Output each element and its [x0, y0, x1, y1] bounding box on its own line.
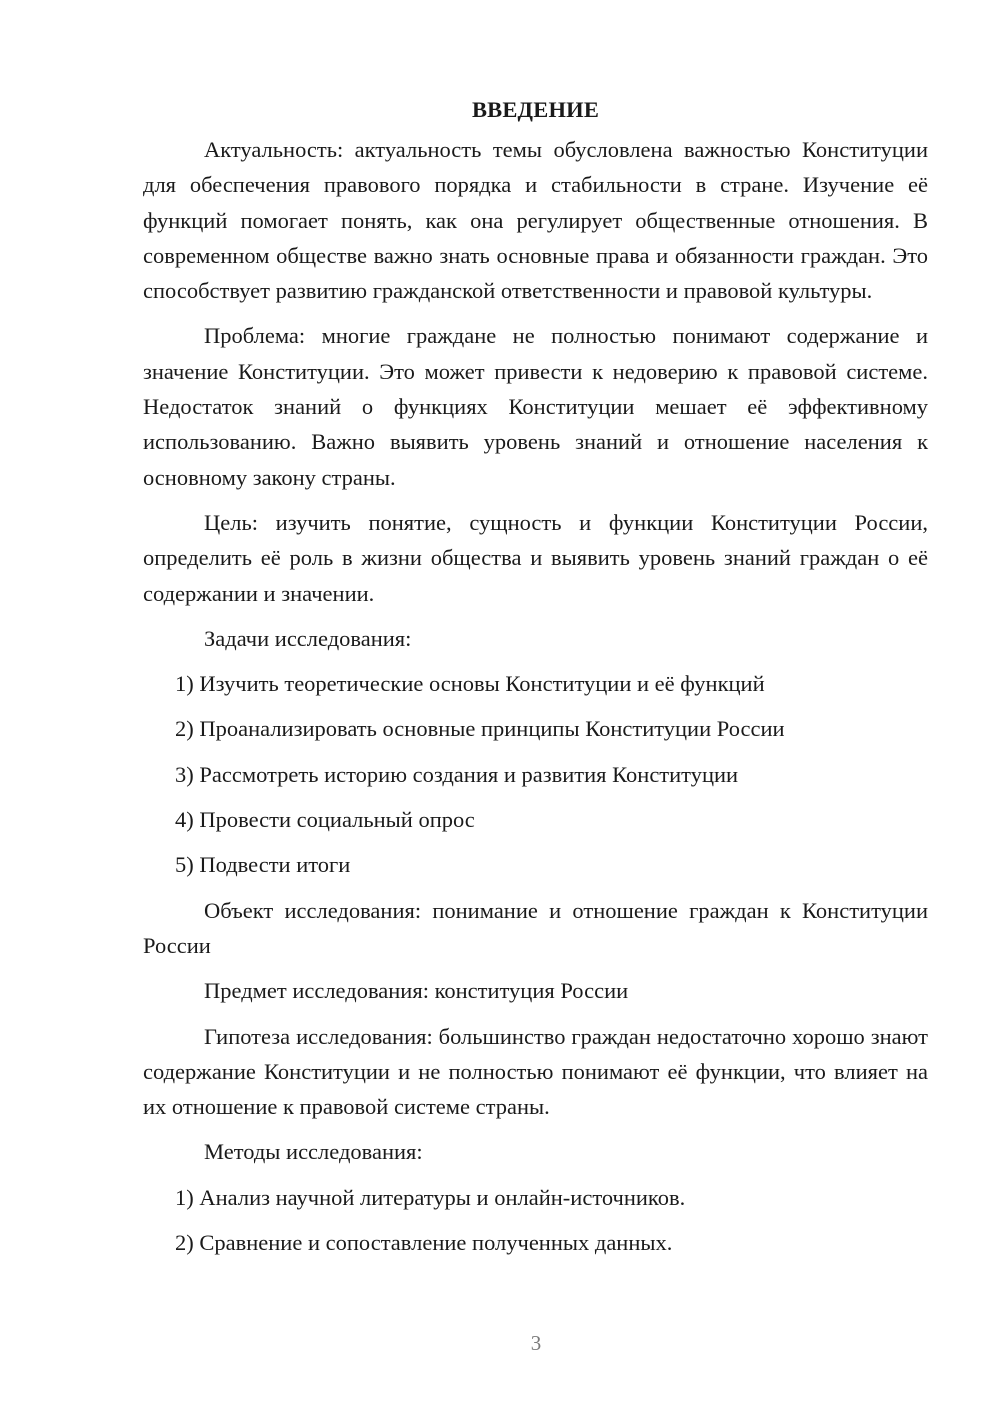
task-item-3: 3) Рассмотреть историю создания и развития Конституции	[175, 761, 739, 787]
section-title: ВВЕДЕНИЕ	[471, 97, 600, 122]
task-item-1: 1) Изучить теоретические основы Конституции и её функций	[175, 671, 765, 697]
problem-paragraph: Проблема: многие граждане не полностью понимают содержание и значение Конституции. Это может привести к недоверию к правовой системе. Недостаток знаний о функциях Конституции мешает её эффективному использованию. Важно выявить уровень знаний и отношение населения к основному закону страны.	[143, 323, 928, 490]
object-paragraph: Объект исследования: понимание и отношение граждан к Конституции России	[143, 897, 928, 958]
relevance-paragraph: Актуальность: актуальность темы обусловлена важностью Конституции для обеспечения правового порядка и стабильности в стране. Изучение её функций помогает понять, как она регулирует общественные отношения. В современном обществе важно знать основные права и обязанности граждан. Это способствует развитию гражданской ответственности и правовой культуры.	[143, 137, 928, 304]
page-number: 3	[530, 1331, 542, 1355]
methods-list	[143, 1180, 928, 1261]
method-item-2: 2) Сравнение и сопоставление полученных данных.	[175, 1230, 673, 1256]
task-item-4: 4) Провести социальный опрос	[175, 807, 475, 833]
hypothesis-paragraph: Гипотеза исследования: большинство граждан недостаточно хорошо знают содержание Конституции и не полностью понимают её функции, что влияет на их отношение к правовой системе страны.	[143, 1023, 928, 1120]
tasks-list	[143, 666, 928, 882]
methods-heading: Методы исследования:	[204, 1139, 423, 1165]
goal-paragraph: Цель: изучить понятие, сущность и функции Конституции России, определить её роль в жизни общества и выявить уровень знаний граждан о её содержании и значении.	[143, 509, 928, 606]
task-item-2: 2) Проанализировать основные принципы Конституции России	[175, 716, 785, 742]
subject-paragraph: Предмет исследования: конституция России	[204, 978, 629, 1004]
tasks-heading: Задачи исследования:	[204, 625, 412, 651]
method-item-1: 1) Анализ научной литературы и онлайн-источников.	[175, 1184, 686, 1210]
document-page	[143, 92, 928, 1270]
task-item-5: 5) Подвести итоги	[175, 852, 351, 878]
